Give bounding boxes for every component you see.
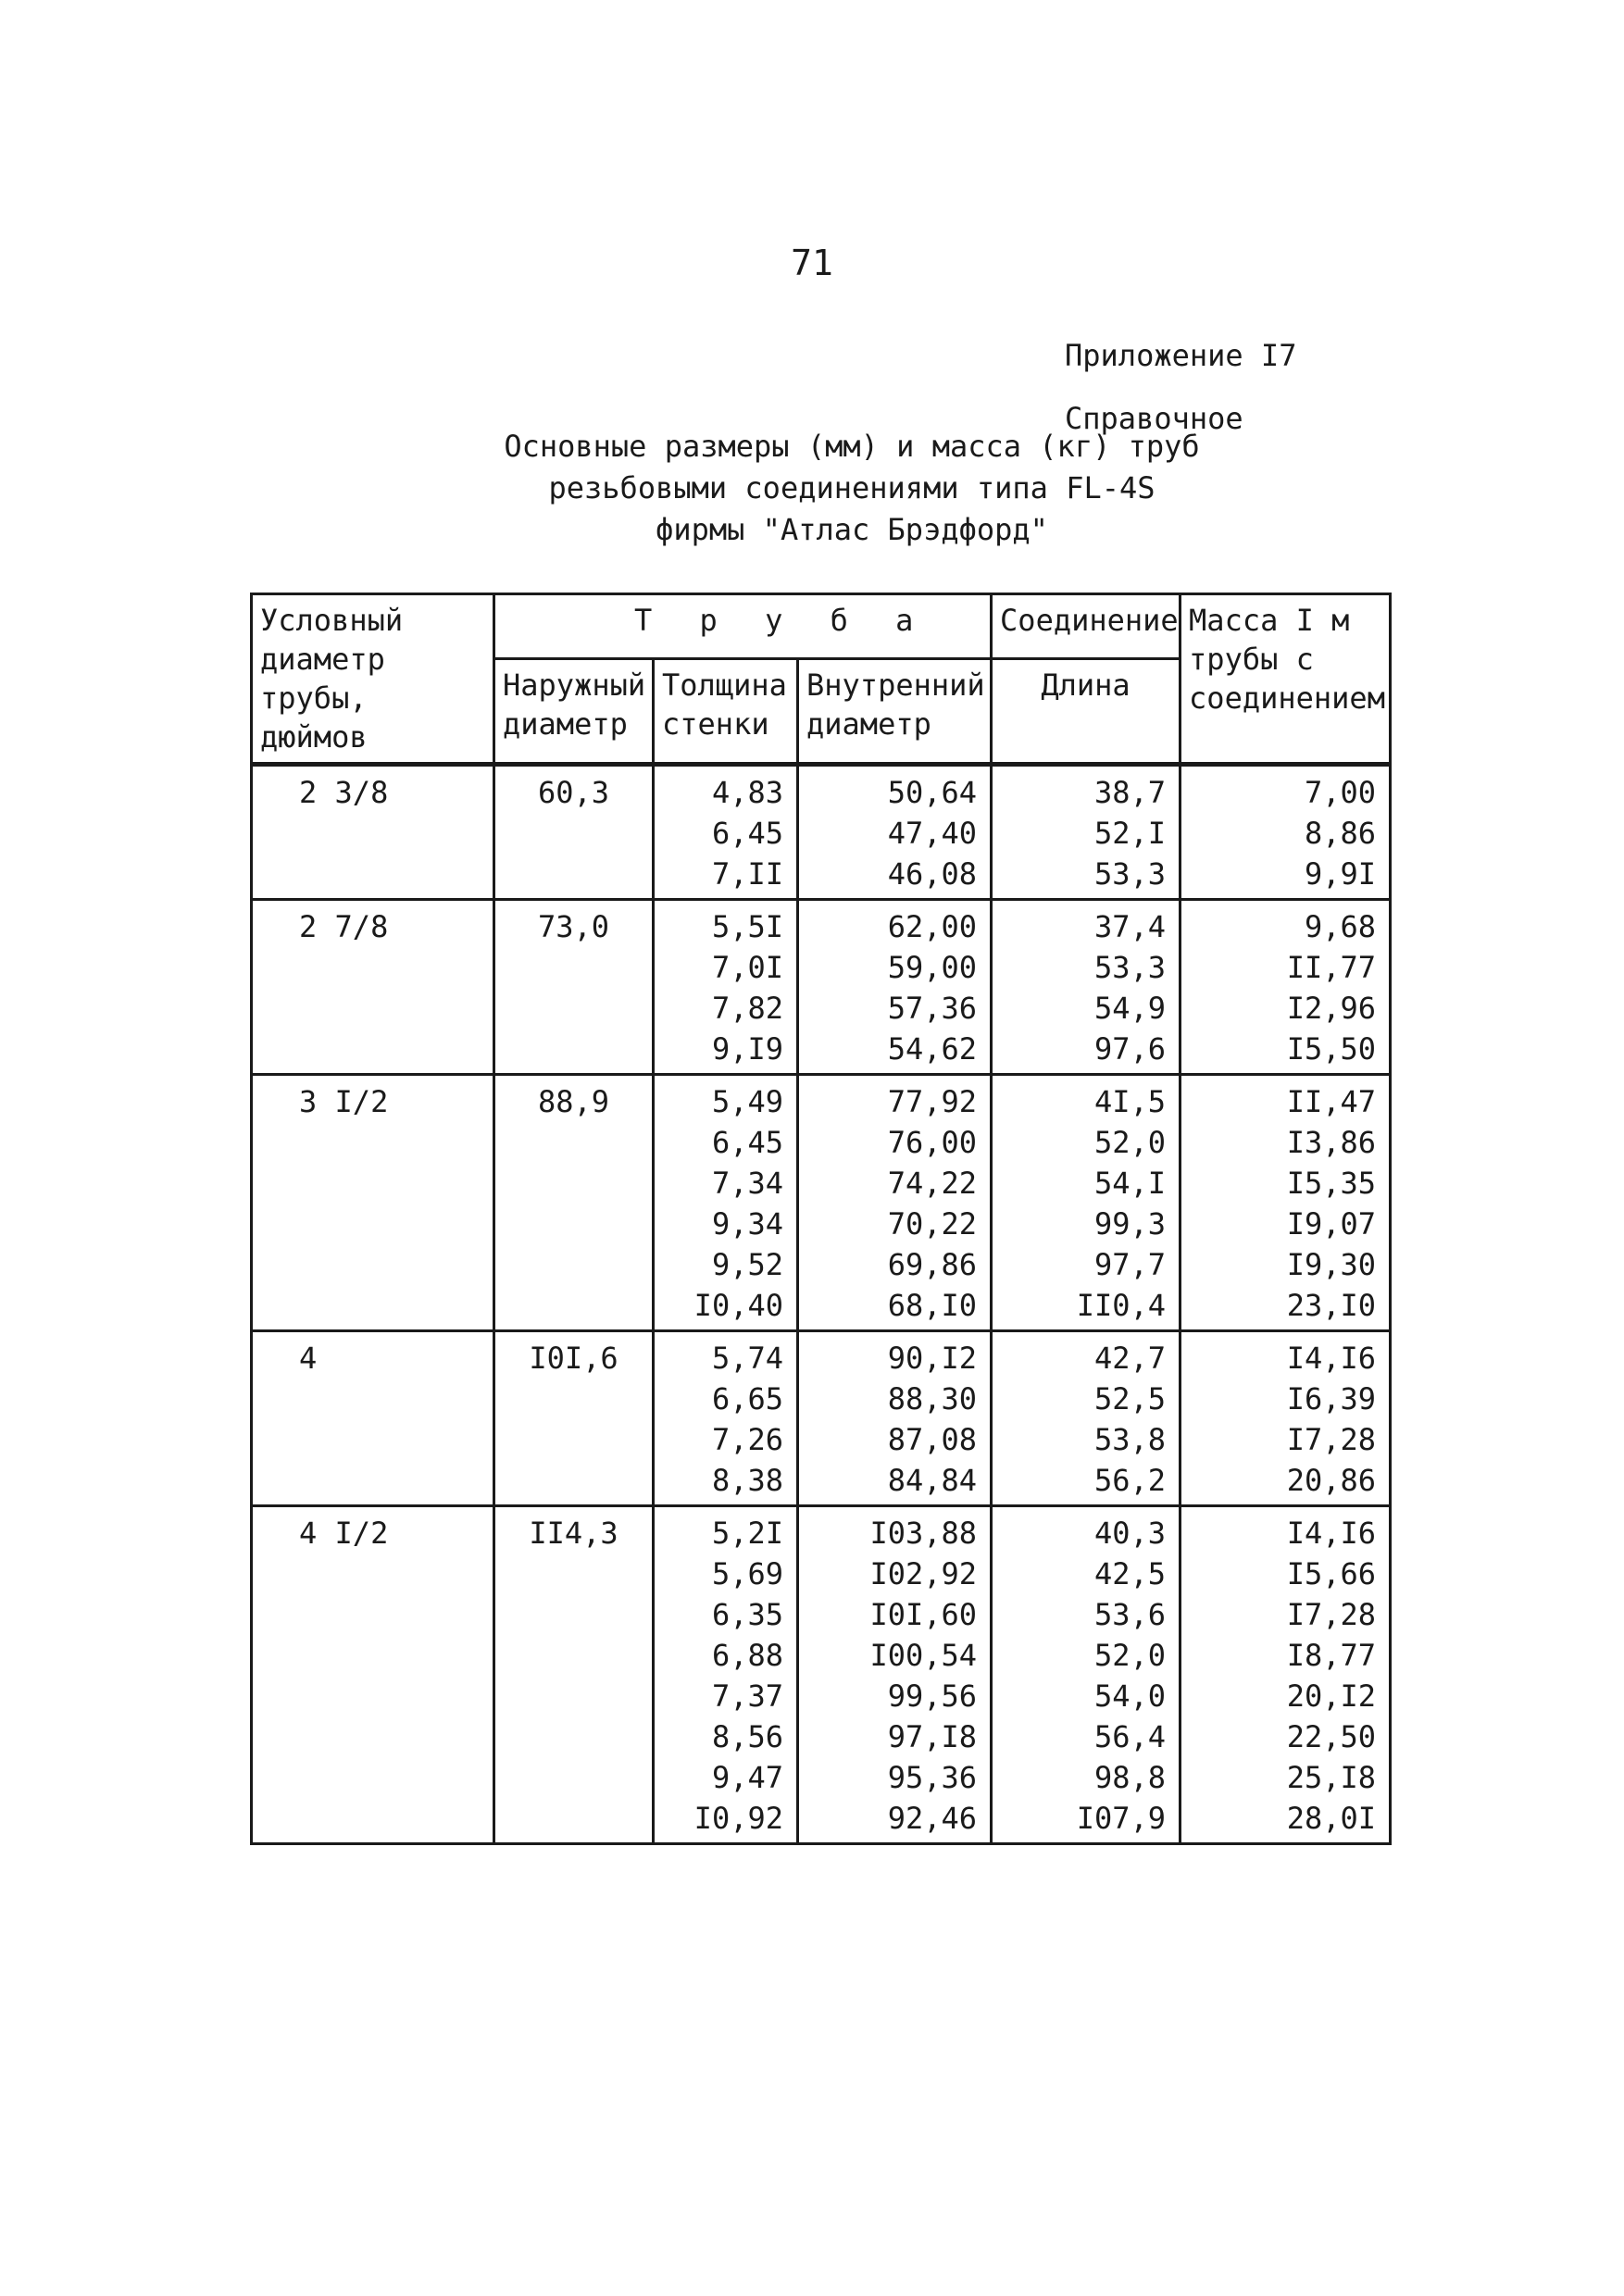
cell-length — [992, 1331, 1181, 1506]
cell-value: 99,56 — [887, 1678, 978, 1714]
cell-value: 74,22 — [887, 1166, 978, 1201]
cell-value: 53,3 — [1093, 856, 1167, 892]
cell-value: 68,I0 — [887, 1288, 978, 1323]
cell-value: 76,00 — [887, 1125, 978, 1160]
cell-value: 7,0I — [711, 950, 783, 985]
cell-length — [992, 1506, 1181, 1844]
cell-value: I9,30 — [1286, 1247, 1377, 1282]
cell-value: 52,0 — [1093, 1125, 1167, 1160]
header-wall-thickness: Толщина стенки — [654, 659, 798, 765]
cell-value: 57,36 — [887, 991, 978, 1026]
cell-value: 20,86 — [1286, 1463, 1377, 1498]
cell-value: 87,08 — [887, 1422, 978, 1457]
cell-nominal-diameter: 4 I/2 — [252, 1506, 494, 1844]
cell-length — [992, 1075, 1181, 1331]
cell-inner-diameter — [798, 900, 992, 1075]
cell-value: II,77 — [1286, 950, 1377, 985]
cell-value: I0,40 — [693, 1288, 783, 1323]
header-inner-diameter: Внутренний диаметр — [798, 659, 992, 765]
cell-value: 5,74 — [711, 1341, 783, 1376]
header-length: Длина — [992, 659, 1181, 765]
cell-value: 38,7 — [1093, 775, 1167, 810]
cell-value: 8,38 — [711, 1463, 783, 1498]
title-line: Основные размеры (мм) и масса (кг) труб — [504, 429, 1200, 464]
cell-value: 84,84 — [887, 1463, 978, 1498]
page-number: 71 — [791, 243, 833, 283]
cell-mass — [1181, 765, 1391, 900]
cell-value: 47,40 — [887, 816, 978, 851]
cell-value: 7,00 — [1304, 775, 1377, 810]
cell-value: 5,5I — [711, 909, 783, 944]
cell-value: 40,3 — [1093, 1516, 1167, 1551]
cell-value: 53,3 — [1093, 950, 1167, 985]
cell-value: 77,92 — [887, 1084, 978, 1119]
cell-value: 8,56 — [711, 1719, 783, 1754]
cell-value: 53,8 — [1093, 1422, 1167, 1457]
cell-value: 4I,5 — [1093, 1084, 1167, 1119]
cell-value: 5,49 — [711, 1084, 783, 1119]
cell-value: 99,3 — [1093, 1206, 1167, 1242]
cell-value: 6,35 — [711, 1597, 783, 1632]
cell-wall-thickness — [654, 1075, 798, 1331]
cell-value: II0,4 — [1076, 1288, 1167, 1323]
cell-inner-diameter — [798, 1075, 992, 1331]
header-connection-group: Соединение — [992, 594, 1181, 659]
cell-wall-thickness — [654, 1506, 798, 1844]
table-body — [252, 765, 1391, 1844]
cell-value: 5,2I — [711, 1516, 783, 1551]
cell-value: 97,7 — [1093, 1247, 1167, 1282]
cell-value: I03,88 — [869, 1516, 978, 1551]
cell-outer-diameter: 73,0 — [494, 900, 654, 1075]
cell-value: 7,26 — [711, 1422, 783, 1457]
cell-outer-diameter: I0I,6 — [494, 1331, 654, 1506]
cell-inner-diameter — [798, 1506, 992, 1844]
cell-value: I4,I6 — [1286, 1341, 1377, 1376]
appendix-label: Приложение I7 — [1065, 338, 1297, 373]
cell-value: 5,69 — [711, 1556, 783, 1591]
cell-value: 37,4 — [1093, 909, 1167, 944]
cell-value: 25,I8 — [1286, 1760, 1377, 1795]
cell-outer-diameter: 60,3 — [494, 765, 654, 900]
cell-inner-diameter — [798, 765, 992, 900]
cell-nominal-diameter: 2 3/8 — [252, 765, 494, 900]
cell-length — [992, 765, 1181, 900]
cell-value: 70,22 — [887, 1206, 978, 1242]
cell-value: I7,28 — [1286, 1597, 1377, 1632]
cell-value: 52,I — [1093, 816, 1167, 851]
cell-wall-thickness — [654, 765, 798, 900]
cell-value: I7,28 — [1286, 1422, 1377, 1457]
cell-value: I3,86 — [1286, 1125, 1377, 1160]
cell-value: 62,00 — [887, 909, 978, 944]
cell-value: 6,88 — [711, 1638, 783, 1673]
cell-value: 95,36 — [887, 1760, 978, 1795]
cell-mass — [1181, 1075, 1391, 1331]
cell-value: 22,50 — [1286, 1719, 1377, 1754]
cell-value: 7,II — [711, 856, 783, 892]
header-pipe-group: Т р у б а — [494, 594, 992, 659]
cell-value: I6,39 — [1286, 1381, 1377, 1416]
title-line: резьбовыми соединениями типа FL-4S — [548, 470, 1156, 505]
cell-outer-diameter: 88,9 — [494, 1075, 654, 1331]
cell-value: 9,68 — [1304, 909, 1377, 944]
cell-value: 54,0 — [1093, 1678, 1167, 1714]
cell-value: I00,54 — [869, 1638, 978, 1673]
cell-value: 52,5 — [1093, 1381, 1167, 1416]
cell-value: 56,2 — [1093, 1463, 1167, 1498]
cell-value: 9,52 — [711, 1247, 783, 1282]
cell-value: 28,0I — [1286, 1801, 1377, 1836]
cell-mass — [1181, 1331, 1391, 1506]
cell-value: I0I,60 — [869, 1597, 978, 1632]
table-row — [252, 1331, 1391, 1506]
cell-value: 42,7 — [1093, 1341, 1167, 1376]
cell-value: 7,82 — [711, 991, 783, 1026]
cell-value: 6,45 — [711, 816, 783, 851]
cell-value: 97,I8 — [887, 1719, 978, 1754]
header-outer-diameter: Наружный диаметр — [494, 659, 654, 765]
cell-value: II,47 — [1286, 1084, 1377, 1119]
cell-value: 9,I9 — [711, 1031, 783, 1067]
cell-value: 54,62 — [887, 1031, 978, 1067]
pipe-dimensions-table — [250, 593, 1392, 1845]
cell-value: 69,86 — [887, 1247, 978, 1282]
cell-nominal-diameter: 4 — [252, 1331, 494, 1506]
document-title — [389, 426, 1315, 551]
cell-length — [992, 900, 1181, 1075]
cell-value: I0,92 — [693, 1801, 783, 1836]
cell-wall-thickness — [654, 1331, 798, 1506]
cell-value: 42,5 — [1093, 1556, 1167, 1591]
cell-value: 7,34 — [711, 1166, 783, 1201]
cell-value: 97,6 — [1093, 1031, 1167, 1067]
cell-value: 9,9I — [1304, 856, 1377, 892]
cell-value: I5,35 — [1286, 1166, 1377, 1201]
table-row — [252, 765, 1391, 900]
cell-value: 53,6 — [1093, 1597, 1167, 1632]
cell-value: 52,0 — [1093, 1638, 1167, 1673]
cell-value: 54,9 — [1093, 991, 1167, 1026]
cell-value: 9,34 — [711, 1206, 783, 1242]
cell-value: 54,I — [1093, 1166, 1167, 1201]
title-line: фирмы "Атлас Брэдфорд" — [656, 512, 1048, 547]
appendix-type: Справочное — [1065, 401, 1243, 436]
cell-value: 6,65 — [711, 1381, 783, 1416]
cell-value: 6,45 — [711, 1125, 783, 1160]
cell-outer-diameter: II4,3 — [494, 1506, 654, 1844]
cell-value: I5,50 — [1286, 1031, 1377, 1067]
cell-value: I02,92 — [869, 1556, 978, 1591]
cell-inner-diameter — [798, 1331, 992, 1506]
cell-wall-thickness — [654, 900, 798, 1075]
cell-mass — [1181, 1506, 1391, 1844]
cell-value: 23,I0 — [1286, 1288, 1377, 1323]
cell-value: 98,8 — [1093, 1760, 1167, 1795]
table-row — [252, 1075, 1391, 1331]
cell-value: I9,07 — [1286, 1206, 1377, 1242]
cell-nominal-diameter: 3 I/2 — [252, 1075, 494, 1331]
header-nominal-diameter: Условный диаметр трубы, дюймов — [252, 594, 494, 765]
cell-value: I2,96 — [1286, 991, 1377, 1026]
cell-nominal-diameter: 2 7/8 — [252, 900, 494, 1075]
cell-value: 56,4 — [1093, 1719, 1167, 1754]
cell-value: 4,83 — [711, 775, 783, 810]
cell-value: 20,I2 — [1286, 1678, 1377, 1714]
cell-value: 9,47 — [711, 1760, 783, 1795]
cell-value: 92,46 — [887, 1801, 978, 1836]
cell-value: 90,I2 — [887, 1341, 978, 1376]
cell-value: I8,77 — [1286, 1638, 1377, 1673]
table-row — [252, 900, 1391, 1075]
cell-value: I07,9 — [1076, 1801, 1167, 1836]
cell-value: 7,37 — [711, 1678, 783, 1714]
cell-value: 88,30 — [887, 1381, 978, 1416]
cell-value: 50,64 — [887, 775, 978, 810]
cell-value: 8,86 — [1304, 816, 1377, 851]
cell-value: I4,I6 — [1286, 1516, 1377, 1551]
cell-value: I5,66 — [1286, 1556, 1377, 1591]
header-mass: Масса I м трубы с соединением — [1181, 594, 1391, 765]
cell-mass — [1181, 900, 1391, 1075]
cell-value: 46,08 — [887, 856, 978, 892]
table-row — [252, 1506, 1391, 1844]
cell-value: 59,00 — [887, 950, 978, 985]
